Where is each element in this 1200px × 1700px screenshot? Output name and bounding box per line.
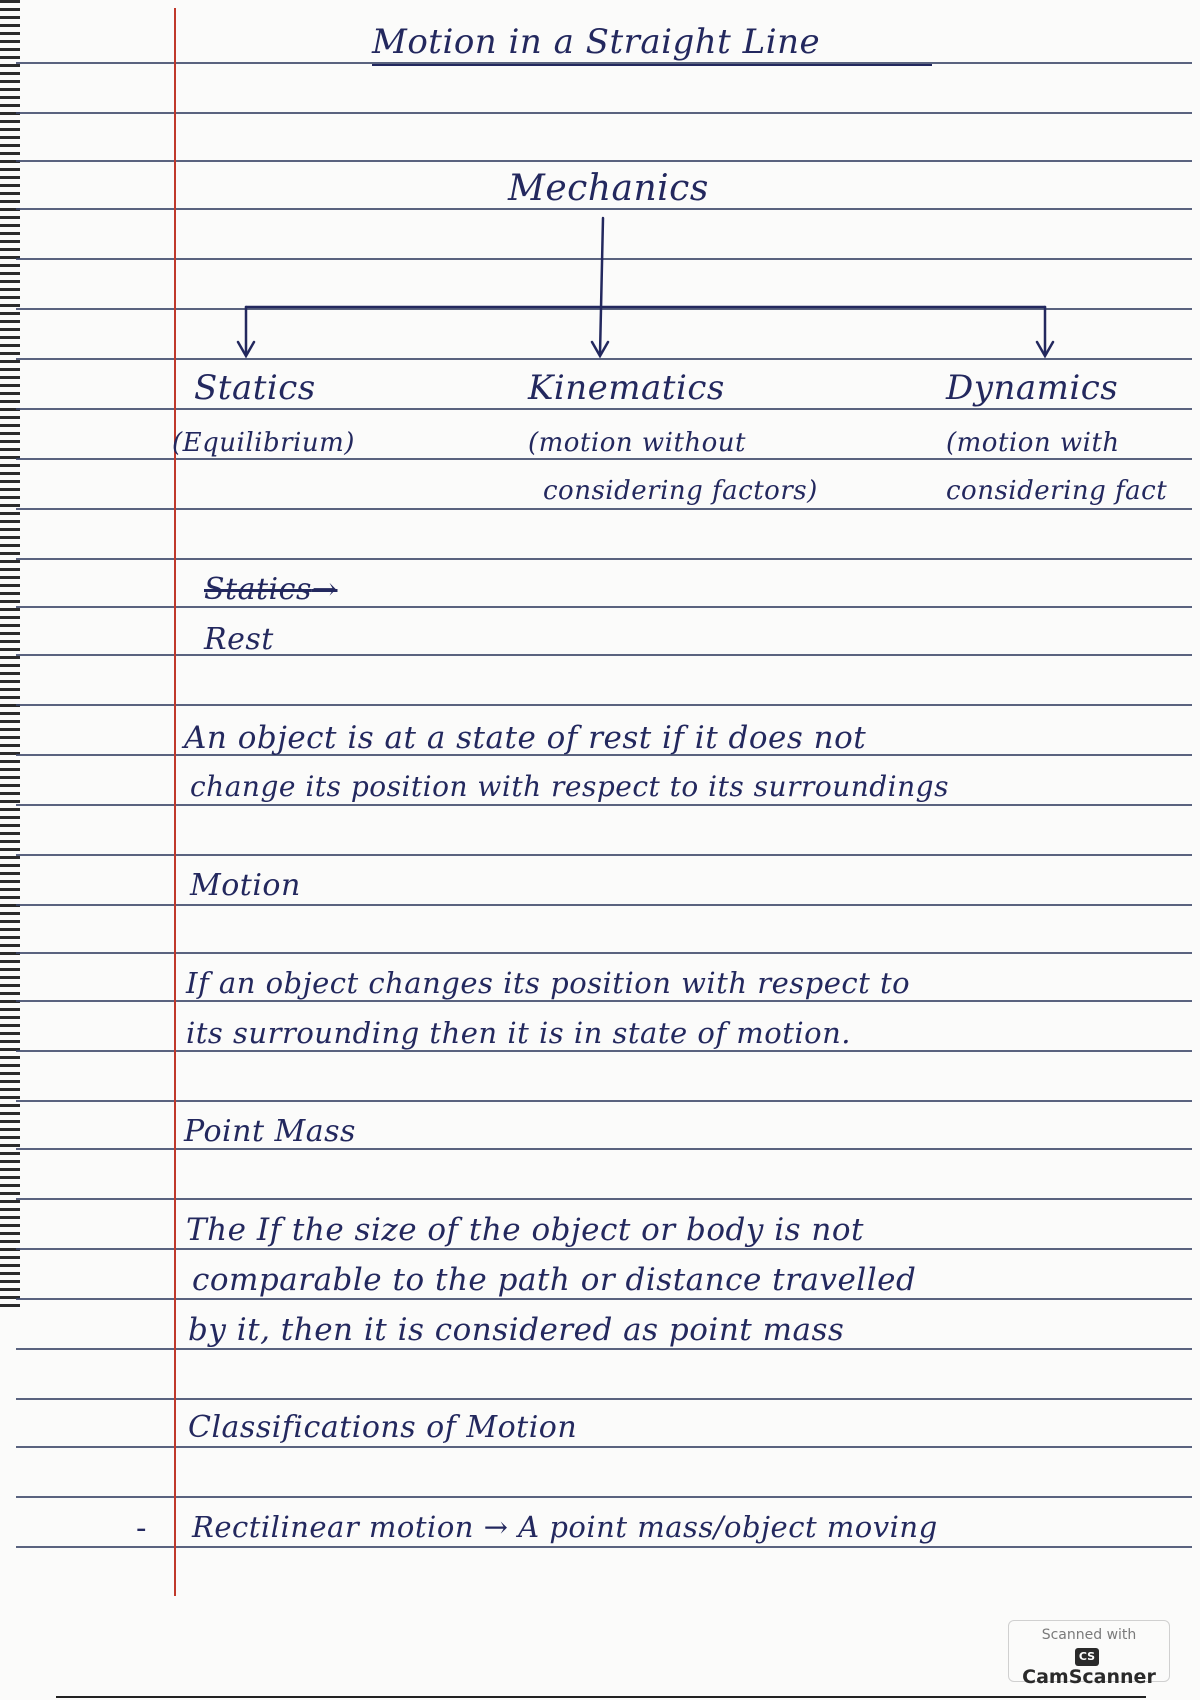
watermark-caption: Scanned with <box>1041 1627 1137 1643</box>
camscanner-logo-icon: CS <box>1075 1648 1099 1666</box>
bullet-dash: - <box>136 1510 147 1546</box>
ruled-line <box>16 904 1192 906</box>
ruled-line <box>16 1446 1192 1448</box>
branch-dynamics-note: considering fact <box>946 476 1168 506</box>
section-heading-rest: Rest <box>204 622 274 657</box>
branch-kinematics-note: considering factors) <box>543 476 818 506</box>
struck-heading-statics: Statics→ <box>204 572 338 607</box>
ruled-line <box>16 704 1192 706</box>
watermark-brand: CamScanner <box>1022 1665 1156 1688</box>
motion-text-line: its surrounding then it is in state of motion. <box>186 1016 852 1050</box>
ruled-line <box>16 1050 1192 1052</box>
ruled-line <box>16 1348 1192 1350</box>
page-bottom-edge <box>56 1696 1146 1698</box>
root-topic: Mechanics <box>508 168 709 209</box>
branch-tree-arrows <box>0 0 1200 370</box>
ruled-line <box>16 1198 1192 1200</box>
ruled-line <box>16 458 1192 460</box>
ruled-line <box>16 408 1192 410</box>
ruled-line <box>16 804 1192 806</box>
ruled-line <box>16 1100 1192 1102</box>
ruled-line <box>16 606 1192 608</box>
ruled-line <box>16 1546 1192 1548</box>
point-mass-text-line: The If the size of the object or body is not <box>186 1212 864 1248</box>
point-mass-text-line: comparable to the path or distance travelled <box>192 1262 917 1298</box>
branch-dynamics-note: (motion with <box>946 428 1120 458</box>
rest-text-line: change its position with respect to its surroundings <box>190 770 949 803</box>
branch-statics-note: (Equilibrium) <box>172 428 355 458</box>
section-heading-classifications: Classifications of Motion <box>188 1410 578 1445</box>
ruled-line <box>16 854 1192 856</box>
ruled-line <box>16 1496 1192 1498</box>
camscanner-watermark <box>1008 1620 1170 1688</box>
branch-dynamics: Dynamics <box>946 368 1119 408</box>
ruled-line <box>16 952 1192 954</box>
ruled-line <box>16 558 1192 560</box>
ruled-line <box>16 654 1192 656</box>
branch-kinematics-note: (motion without <box>528 428 746 458</box>
ruled-line <box>16 1298 1192 1300</box>
ruled-line <box>16 508 1192 510</box>
rest-text-line: An object is at a state of rest if it does not <box>184 720 867 756</box>
section-heading-point-mass: Point Mass <box>184 1114 356 1149</box>
branch-kinematics: Kinematics <box>528 368 725 408</box>
branch-statics: Statics <box>194 368 316 408</box>
rectilinear-text-line: Rectilinear motion → A point mass/object moving <box>192 1510 938 1544</box>
ruled-line <box>16 1398 1192 1400</box>
point-mass-text-line: by it, then it is considered as point mass <box>188 1312 845 1348</box>
ruled-line <box>16 1000 1192 1002</box>
motion-text-line: If an object changes its position with respect to <box>186 966 911 1000</box>
page-title: Motion in a Straight Line <box>372 22 821 62</box>
section-heading-motion: Motion <box>190 868 301 903</box>
ruled-line <box>16 1248 1192 1250</box>
